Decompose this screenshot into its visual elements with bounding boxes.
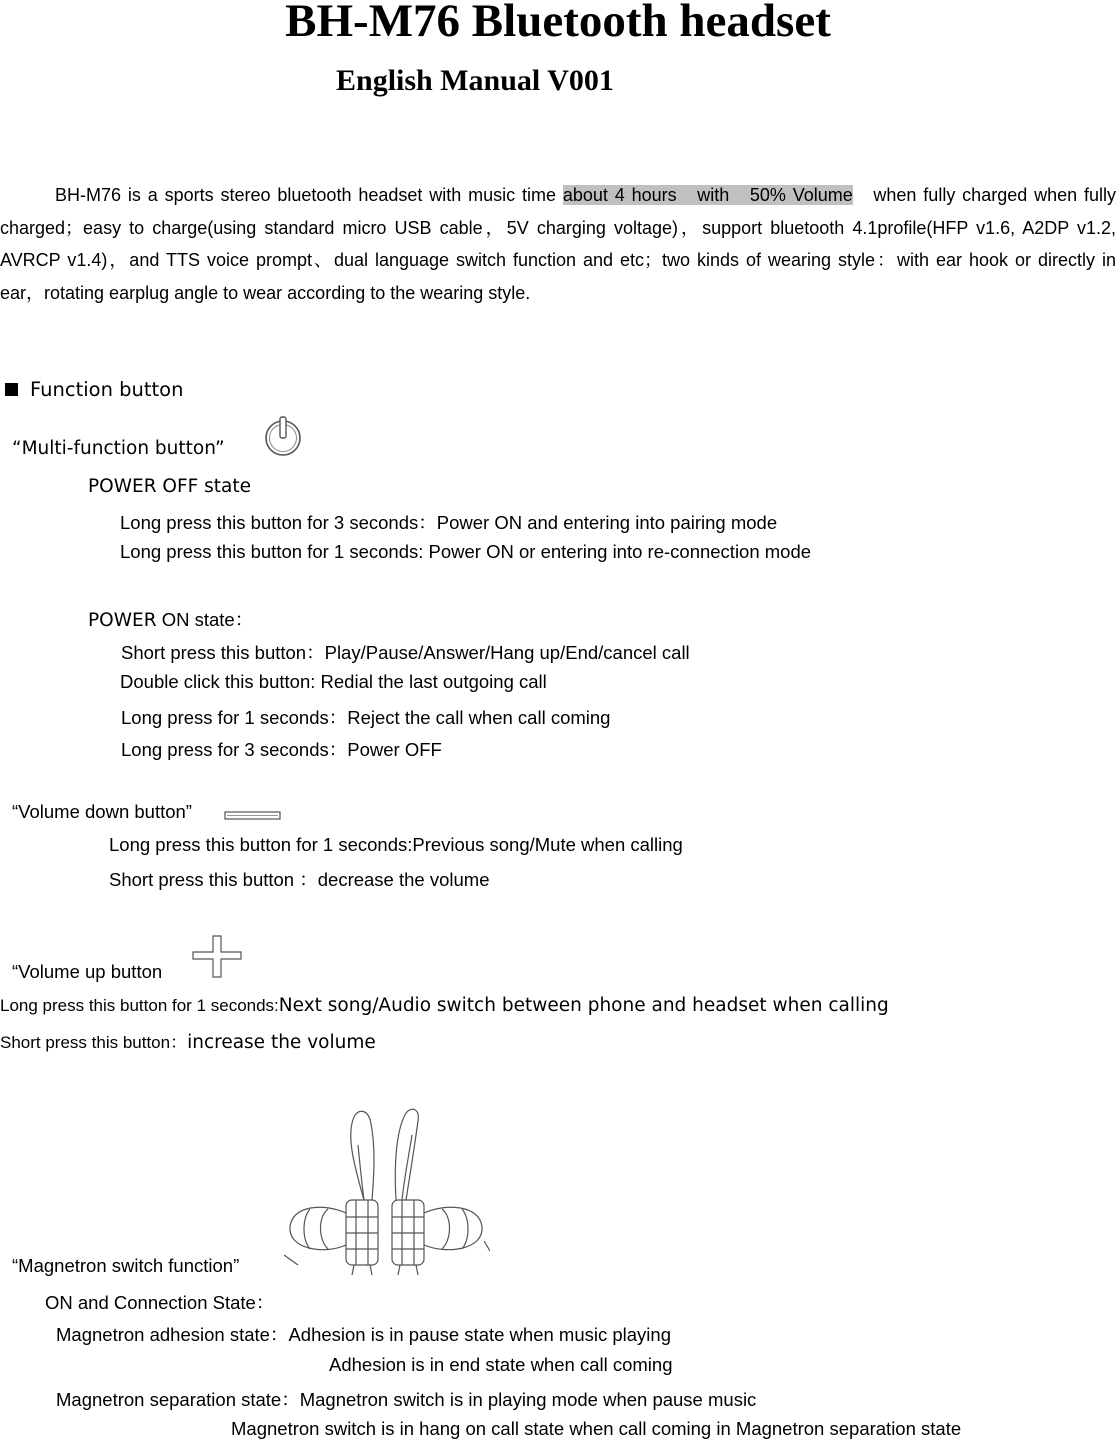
power-on-item: Long press for 3 seconds：Power OFF bbox=[121, 739, 442, 760]
separation-state-line: Magnetron switch is in hang on call state when call coming in Magnetron separation state bbox=[231, 1418, 962, 1439]
power-on-item: Double click this button: Redial the last outgoing call bbox=[120, 671, 547, 692]
volume-up-short-press: Short press this button：increase the volume bbox=[0, 1032, 376, 1053]
document-subtitle: English Manual V001 bbox=[336, 64, 614, 97]
magnetron-state-heading: ON and Connection State： bbox=[45, 1292, 275, 1313]
adhesion-state-line: Magnetron adhesion state：Adhesion is in pause state when music playing bbox=[56, 1324, 671, 1345]
intro-text-start: BH-M76 is a sports stereo bluetooth headset with music time bbox=[55, 185, 563, 205]
volume-down-label: “Volume down button” bbox=[12, 801, 192, 822]
minus-icon bbox=[224, 810, 282, 822]
power-icon bbox=[263, 415, 303, 459]
magnetron-label: “Magnetron switch function” bbox=[12, 1255, 240, 1276]
power-on-item: Short press this button：Play/Pause/Answer/Hang up/End/cancel call bbox=[121, 642, 690, 663]
power-off-heading: POWER OFF state bbox=[88, 476, 252, 497]
volume-down-item: Long press this button for 1 seconds:Previous song/Mute when calling bbox=[109, 834, 683, 855]
volume-up-long-press: Long press this button for 1 seconds:Next song/Audio switch between phone and headset when calling bbox=[0, 995, 889, 1016]
square-bullet-icon bbox=[5, 383, 18, 396]
plus-icon bbox=[192, 935, 242, 979]
volume-down-item: Short press this button ：decrease the volume bbox=[109, 869, 490, 890]
separation-state-line: Magnetron separation state：Magnetron switch is in playing mode when pause music bbox=[56, 1389, 757, 1410]
intro-paragraph bbox=[0, 179, 1116, 309]
function-button-heading: Function button bbox=[5, 378, 183, 401]
intro-text-rest: when fully charged when fully charged；easy to charge(using standard micro USB cable，5V charging voltage)，support bluetooth 4.1profile(HFP v1.6, A2DP v1.2, AVRCP v1.4)，and TTS voice prompt、dual language switch function and etc；two kinds of wearing style：with ear hook or directly in ear，rotating earplug angle to wear according to the wearing style. bbox=[0, 185, 1116, 303]
document-title: BH-M76 Bluetooth headset bbox=[285, 0, 831, 47]
adhesion-state-line: Adhesion is in end state when call coming bbox=[329, 1354, 673, 1375]
multi-function-label: “Multi-function button” bbox=[12, 438, 225, 459]
power-off-item: Long press this button for 1 seconds: Power ON or entering into re-connection mode bbox=[120, 541, 812, 562]
headset-earbuds-illustration bbox=[284, 1105, 490, 1275]
power-on-item: Long press for 1 seconds：Reject the call when call coming bbox=[121, 707, 611, 728]
volume-up-label: “Volume up button bbox=[12, 961, 163, 982]
power-off-item: Long press this button for 3 seconds：Power ON and entering into pairing mode bbox=[120, 512, 778, 533]
power-on-heading: POWER ON state： bbox=[88, 609, 254, 631]
intro-highlight: about 4 hours with 50% Volume bbox=[562, 185, 853, 205]
